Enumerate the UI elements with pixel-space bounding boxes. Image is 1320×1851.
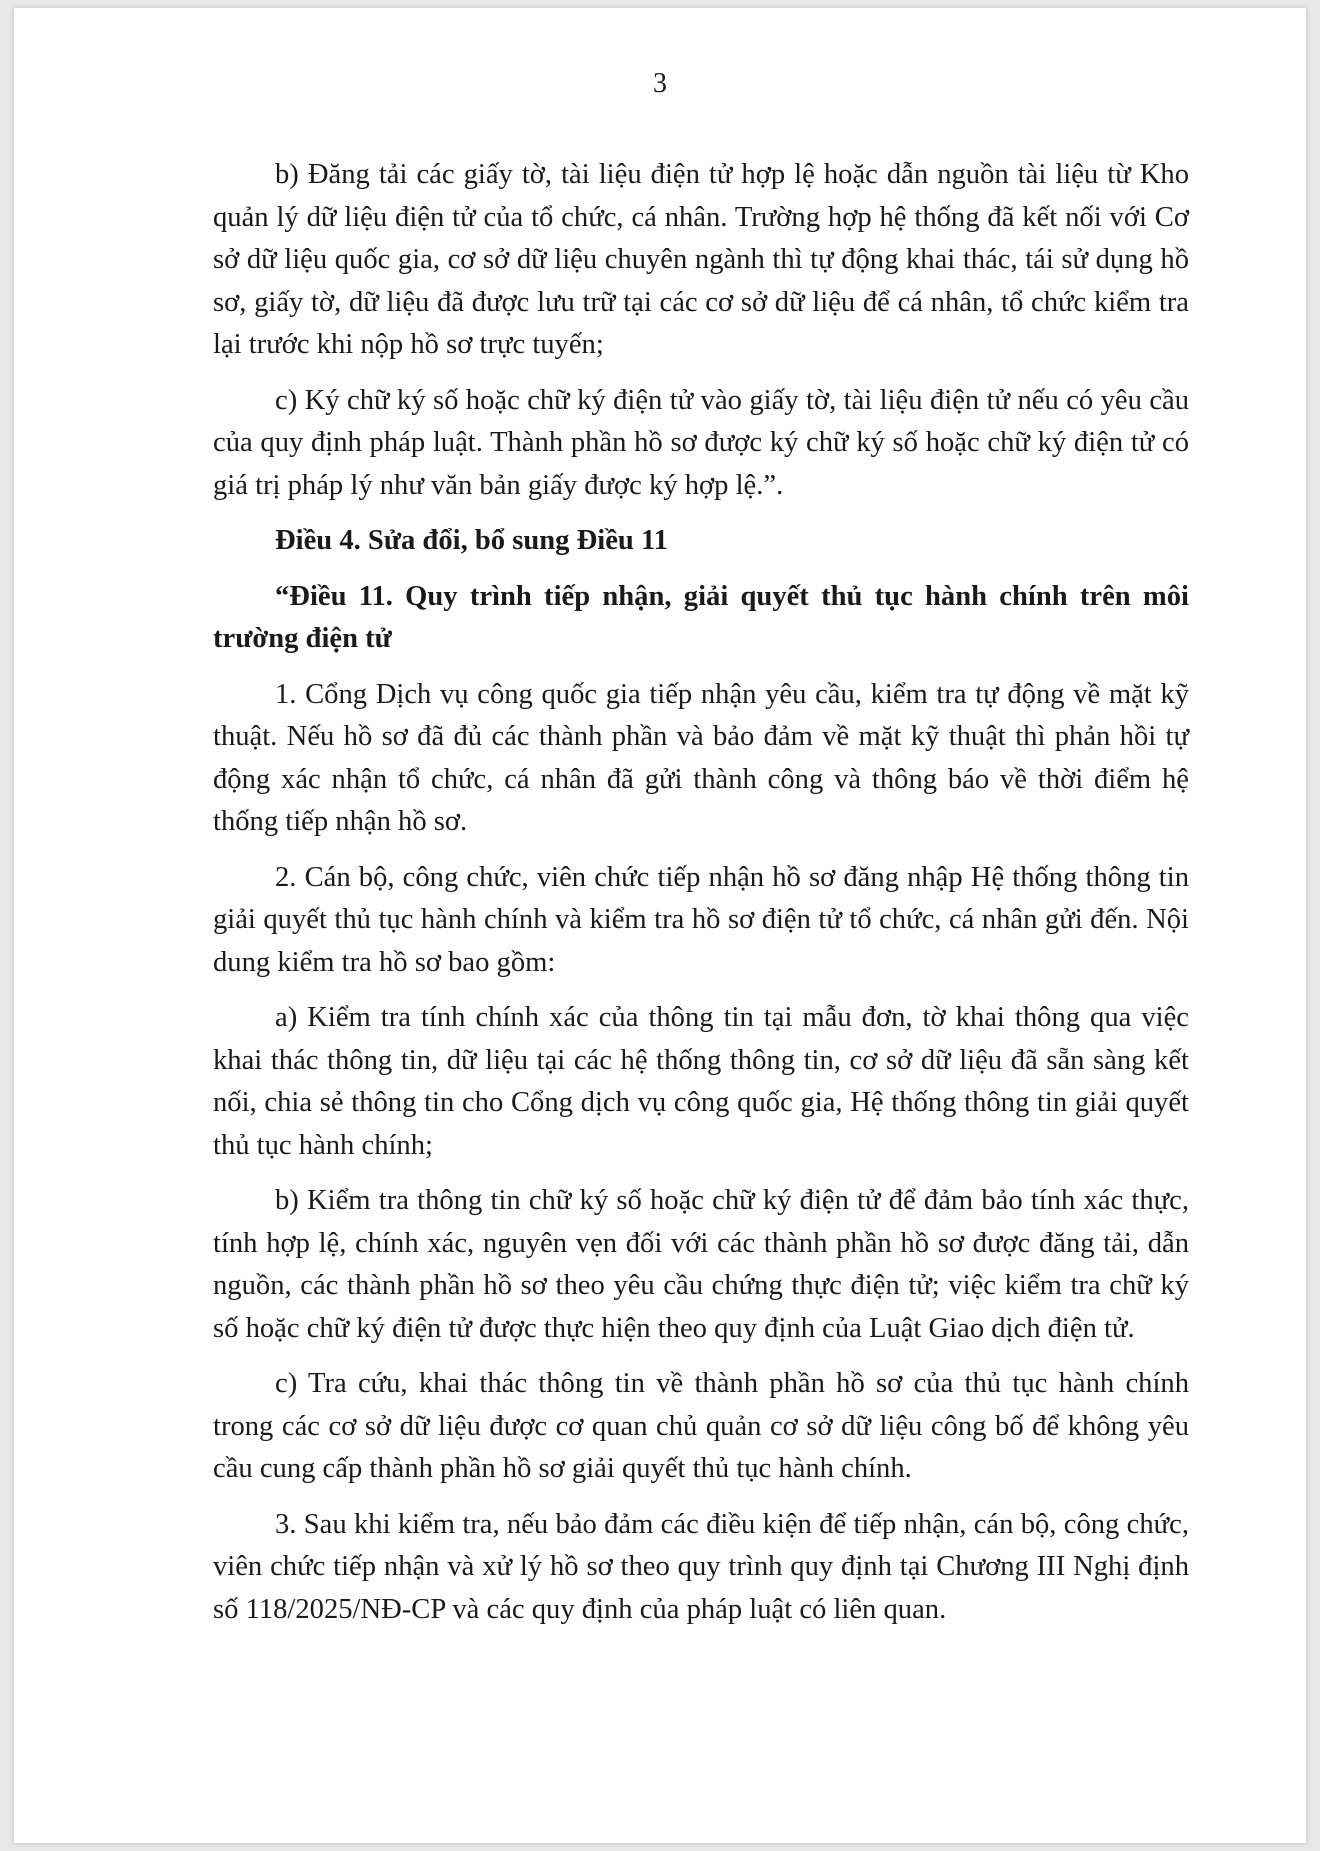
paragraph-clause-2: 2. Cán bộ, công chức, viên chức tiếp nhận hồ sơ đăng nhập Hệ thống thông tin giải quyết thủ tục hành chính và kiểm tra hồ sơ điện tử tổ chức, cá nhân gửi đến. Nội dung kiểm tra hồ sơ bao gồm: (213, 861, 1189, 978)
paragraph-clause-3: 3. Sau khi kiểm tra, nếu bảo đảm các điều kiện để tiếp nhận, cán bộ, công chức, viên chức tiếp nhận và xử lý hồ sơ theo quy trình quy định tại Chương III Nghị định số 118/2025/NĐ-CP và các quy định của pháp luật có liên quan. (213, 1508, 1189, 1625)
document-body (213, 154, 1189, 1644)
paragraph-article-10-clause-c: c) Ký chữ ký số hoặc chữ ký điện tử vào giấy tờ, tài liệu điện tử nếu có yêu cầu của quy định pháp luật. Thành phần hồ sơ được ký chữ ký số hoặc chữ ký điện tử có giá trị pháp lý như văn bản giấy được ký hợp lệ.”. (213, 384, 1189, 501)
document-page (14, 8, 1306, 1843)
paragraph-article-10-clause-b: b) Đăng tải các giấy tờ, tài liệu điện tử hợp lệ hoặc dẫn nguồn tài liệu từ Kho quản lý dữ liệu điện tử của tổ chức, cá nhân. Trường hợp hệ thống đã kết nối với Cơ sở dữ liệu quốc gia, cơ sở dữ liệu chuyên ngành thì tự động khai thác, tái sử dụng hồ sơ, giấy tờ, dữ liệu đã được lưu trữ tại các cơ sở dữ liệu để cá nhân, tổ chức kiểm tra lại trước khi nộp hồ sơ trực tuyến; (213, 159, 1189, 360)
heading-article-11: “Điều 11. Quy trình tiếp nhận, giải quyết thủ tục hành chính trên môi trường điện tử (213, 580, 1189, 654)
paragraph-clause-2a: a) Kiểm tra tính chính xác của thông tin tại mẫu đơn, tờ khai thông qua việc khai thác thông tin, dữ liệu tại các hệ thống thông tin, cơ sở dữ liệu đã sẵn sàng kết nối, chia sẻ thông tin cho Cổng dịch vụ công quốc gia, Hệ thống thông tin giải quyết thủ tục hành chính; (213, 1002, 1189, 1161)
paragraph-clause-2b: b) Kiểm tra thông tin chữ ký số hoặc chữ ký điện tử để đảm bảo tính xác thực, tính hợp lệ, chính xác, nguyên vẹn đối với các thành phần hồ sơ được đăng tải, dẫn nguồn, các thành phần hồ sơ theo yêu cầu chứng thực điện tử; việc kiểm tra chữ ký số hoặc chữ ký điện tử được thực hiện theo quy định của Luật Giao dịch điện tử. (213, 1185, 1189, 1344)
paragraph-clause-2c: c) Tra cứu, khai thác thông tin về thành phần hồ sơ của thủ tục hành chính trong các cơ sở dữ liệu được cơ quan chủ quản cơ sở dữ liệu công bố để không yêu cầu cung cấp thành phần hồ sơ giải quyết thủ tục hành chính. (213, 1368, 1189, 1484)
paragraph-clause-1: 1. Cổng Dịch vụ công quốc gia tiếp nhận yêu cầu, kiểm tra tự động về mặt kỹ thuật. Nếu hồ sơ đã đủ các thành phần và bảo đảm về mặt kỹ thuật thì phản hồi tự động xác nhận tổ chức, cá nhân đã gửi thành công và thông báo về thời điểm hệ thống tiếp nhận hồ sơ. (213, 678, 1189, 837)
heading-article-4: Điều 4. Sửa đổi, bổ sung Điều 11 (275, 525, 668, 556)
page-number: 3 (653, 68, 667, 99)
